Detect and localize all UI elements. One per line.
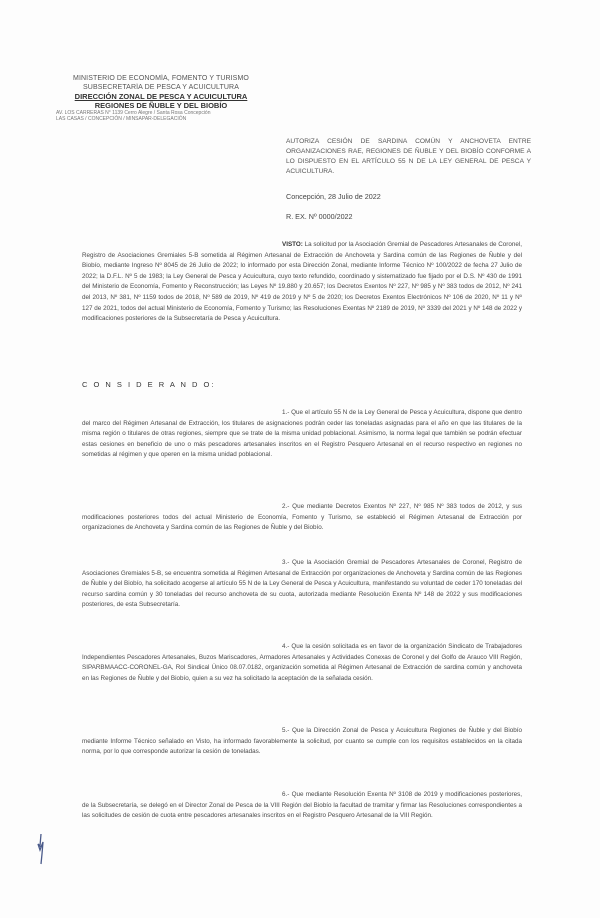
header-direccion: DIRECCIÓN ZONAL DE PESCA Y ACUICULTURA (74, 92, 248, 101)
considerando-heading: C O N S I D E R A N D O: (82, 380, 216, 389)
reference-block: AUTORIZA CESIÓN DE SARDINA COMÚN Y ANCHOVETA ENTRE ORGANIZACIONES RAE, REGIONES DE ÑUBLE Y DEL BIOBÍO CONFORME A LO DISPUESTO EN EL ARTÍCULO 55 N DE LA LEY GENERAL DE PESCA Y ACUICULTURA. (286, 138, 531, 175)
header-subsecretaria: SUBSECRETARÍA DE PESCA Y ACUICULTURA (83, 84, 239, 91)
considerando-4: 4.- Que la cesión solicitada es en favor de la organización Sindicato de Trabajadores Independientes Pescadores Artesanales, Buzos Mariscadores, Armadores Artesanales y Actividades Conexas de Coronel y del Golfo de Arauco VIII Región, SIPARBMAACC-CORONEL-GA, Rol Sindical Único 08.07.0182, organización sometida al Régimen Artesanal de Extracción de sardina común y anchoveta en las Regiones de Ñuble y del Biobío, quien a su vez ha solicitado la aceptación de la señalada cesión. (82, 643, 523, 682)
letterhead (56, 74, 266, 122)
resolution-number: R. EX. Nº 0000/2022 (286, 212, 353, 221)
header-ministry: MINISTERIO DE ECONOMÍA, FOMENTO Y TURISMO (73, 75, 249, 82)
considerando-5: 5.- Que la Dirección Zonal de Pesca y Acuicultura Regiones de Ñuble y del Biobío mediante Informe Técnico señalado en Visto, ha informado favorablemente la solicitud, por cuanto se cumple con los requisitos establecidos en la citada norma, por lo que corresponde autorizar la cesión de toneladas. (82, 727, 523, 756)
considerando-1: 1.- Que el artículo 55 N de la Ley General de Pesca y Acuicultura, dispone que dentro del marco del Régimen Artesanal de Extracción, los titulares de asignaciones podrán ceder las toneladas asignadas para el año en que las titulares de la misma región o titulares de otras regiones, siempre que se trate de la misma unidad poblacional. Asimismo, la norma legal que también se podrán efectuar estas cesiones en beneficio de uno o más pescadores artesanales inscritos en el Registro Pesquero Artesanal en el recurso respectivo en regiones no sometidas al régimen y que operen en la misma unidad poblacional. (82, 409, 522, 459)
visto-paragraph (82, 240, 522, 325)
header-address: AV. LOS CARRERAS N° 1139 Cerro Alegre / Santa Rosa Concepción (56, 110, 211, 116)
header-address-2: LAS CASAS / CONCEPCIÓN / MINSAPAR-DELEGACIÓN (56, 116, 187, 122)
considerando-2: 2.- Que mediante Decretos Exentos Nº 227, Nº 985 Nº 383 todos de 2012, y sus modificaciones posteriores todos del actual Ministerio de Economía, Fomento y Turismo, se estableció el Régimen Artesanal de Extracción por organizaciones de Anchoveta y Sardina común de las Regiones de Ñuble y del Biobío. (82, 503, 523, 532)
place-date: Concepción, 28 Julio de 2022 (286, 192, 381, 201)
signature-mark-icon (34, 832, 48, 866)
visto-label: VISTO: (282, 241, 303, 248)
visto-text: La solicitud por la Asociación Gremial de Pescadores Artesanales de Coronel, Registro de Asociaciones Gremiales 5-B sometida al Régimen Artesanal de Extracción de Anchoveta y Sardina común de las Regiones de Ñuble y del Biobío, mediante Ingreso Nº 8045 de 26 Julio de 2022; lo informado por esta Dirección Zonal, mediante Informe Técnico Nº 100/2022 de fecha 27 Julio de 2022; la D.F.L. Nº 5 de 1983; la Ley General de Pesca y Acuicultura, cuyo texto refundido, coordinado y sistematizado fue fijado por el D.S. Nº 430 de 1991 del Ministerio de Economía, Fomento y Reconstrucción; las Leyes Nº 19.880 y 20.657; los Decretos Exentos Nº 227, Nº 985 y Nº 383 todos de 2012, Nº 241 del 2013, Nº 381, Nº 1159 todos de 2018, Nº 589 de 2019, Nº 419 de 2019 y Nº 5 de 2020; los Decretos Exentos Electrónicos Nº 106 de 2020, Nº 11 y Nº 127 de 2021, todos del actual Ministerio de Economía, Fomento y Turismo; las Resoluciones Exentas Nº 2189 de 2019, Nº 3339 del 2021 y Nº 148 de 2022 y modificaciones posteriores de la Subsecretaría de Pesca y Acuicultura. (82, 241, 523, 323)
considerando-6: 6.- Que mediante Resolución Exenta Nº 3108 de 2019 y modificaciones posteriores, de la Subsecretaría, se delegó en el Director Zonal de Pesca de la VIII Región del Biobío la facultad de tramitar y firmar las Resoluciones correspondientes a las solicitudes de cesión de cuota entre pescadores artesanales inscritos en el Registro Pesquero Artesanal de la VIII Región. (82, 791, 523, 820)
considerando-3: 3.- Que la Asociación Gremial de Pescadores Artesanales de Coronel, Registro de Asociaciones Gremiales 5-B, se encuentra sometida al Régimen Artesanal de Extracción por organizaciones de Anchoveta y Sardina común de las Regiones de Ñuble y del Biobío, ha solicitado acogerse al artículo 55 N de la Ley General de Pesca y Acuicultura, manifestando su voluntad de ceder 170 toneladas del recurso sardina común y 30 toneladas del recurso anchoveta de su cuota, autorizada mediante Resolución Exenta Nº 148 de 2022 y sus modificaciones posteriores, de esta Subsecretaría. (82, 559, 523, 609)
header-regiones: REGIONES DE ÑUBLE Y DEL BIOBÍO (94, 101, 228, 110)
